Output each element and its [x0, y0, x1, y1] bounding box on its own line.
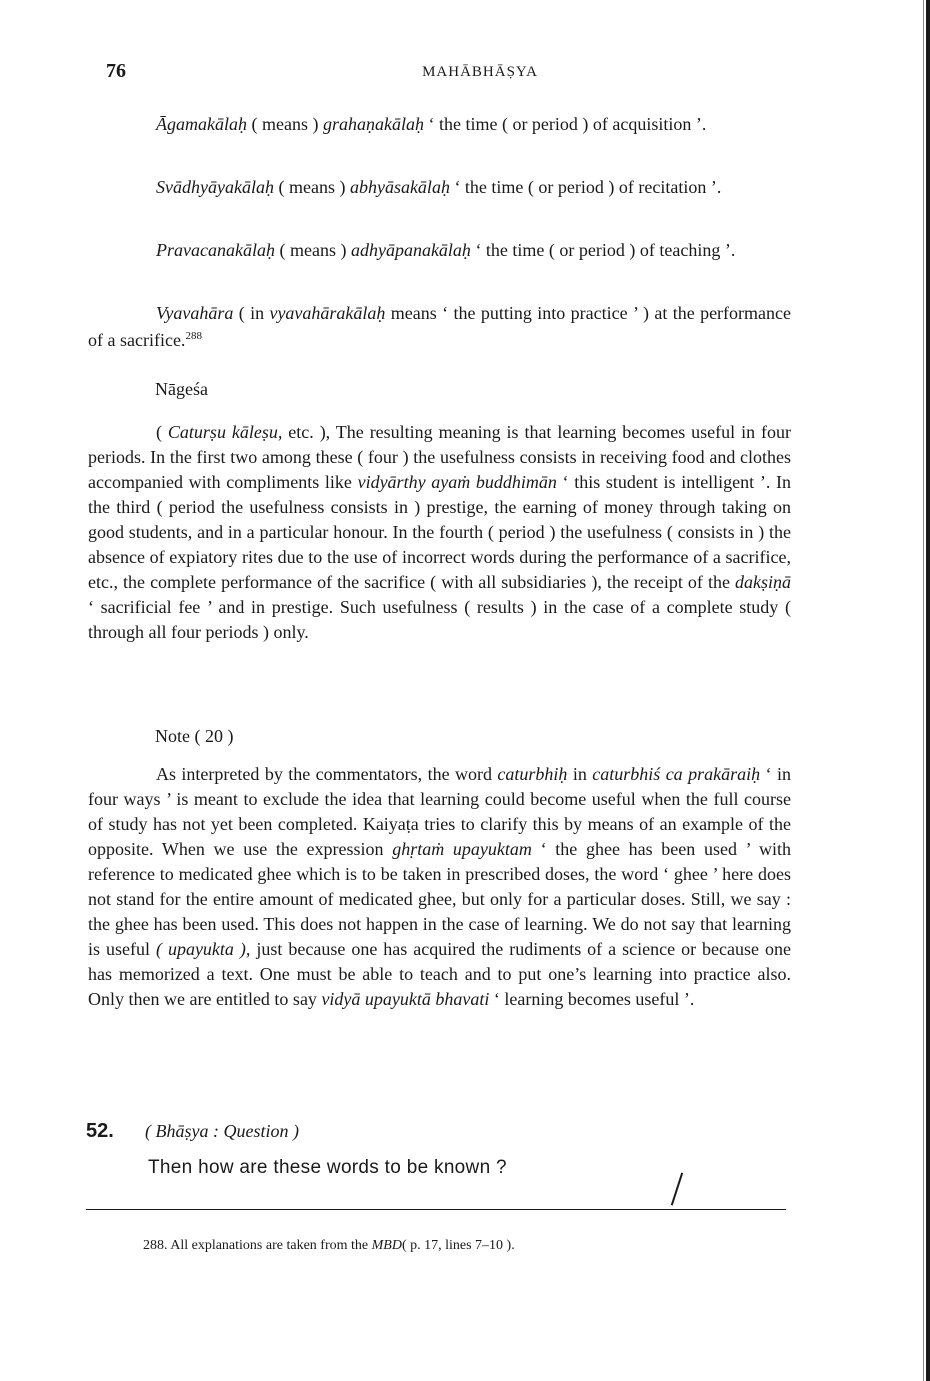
paragraph-agamakala: Āgamakālaḥ ( means ) grahaṇakālaḥ ‘ the time ( or period ) of acquisition ’.	[156, 114, 707, 134]
paragraph-svadhyayakala: Svādhyāyakālaḥ ( means ) abhyāsakālaḥ ‘ the time ( or period ) of recitation ’.	[156, 177, 722, 197]
gloss: adhyāpanakālaḥ	[350, 240, 471, 260]
page-edge-shadow	[926, 0, 930, 1381]
paragraph-vyavahara: Vyavahāra ( in vyavahārakālaḥ means ‘ the putting into practice ’ ) at the performance of a sacrifice.$^{288}$	[88, 303, 792, 350]
section-number: 52.	[86, 1120, 114, 1142]
footnote-rule	[86, 1209, 786, 1210]
term: Svādhyāyakālaḥ	[156, 177, 274, 197]
term: Āgamakālaḥ	[156, 114, 247, 134]
page-edge-line	[923, 0, 924, 1381]
footnote-ref: 288	[185, 330, 202, 342]
paragraph-note: As interpreted by the commentators, the word caturbhiḥ in caturbhiś ca prakāraiḥ ‘ in four ways ’ is meant to exclude the idea that learning could become useful when the full course of study has not yet been completed. Kaiyaṭa tries to clarify this by means of an example of the opposite. When we use the expression ghṛtaṁ upayuktam ‘ the ghee has been used ’ with reference to medicated ghee which is to be taken in prescribed doses, the word ‘ ghee ’ here does not stand for the entire amount of medicated ghee, but only for a particular doses. Still, we say : the ghee has been used. This does not happen in the case of learning. We do not say that learning is useful ( upayukta ), just because one has acquired the rudiments of a science or because one has memorized a text. One must be able to teach and to put one’s learning into practice also. Only then we are entitled to say vidyā upayuktā bhavati ‘ learning becomes useful ’.	[88, 764, 791, 1009]
question-text: Then how are these words to be known ?	[148, 1157, 507, 1178]
term: Vyavahāra	[156, 303, 234, 323]
gloss: grahaṇakālaḥ	[322, 114, 424, 134]
paragraph-nagesa: ( Caturṣu kāleṣu, etc. ), The resulting meaning is that learning becomes useful in four periods. In the first two among these ( four ) the usefulness consists in receiving food and clothes accompanied with compliments like vidyārthy ayaṁ buddhimān ‘ this student is intelligent ’. In the third ( period the usefulness consists in ) prestige, the earning of money through taking on good students, and in a particular honour. In the fourth ( period ) the usefulness ( consists in ) the absence of expiatory rites due to the use of incorrect words during the performance of a sacrifice, etc., the complete performance of the sacrifice ( with all subsidiaries ), the receipt of the dakṣiṇā ‘ sacrificial fee ’ and in prestige. Such usefulness ( results ) in the case of a complete study ( through all four periods ) only.	[88, 422, 791, 642]
heading-note-20: Note ( 20 )	[155, 726, 234, 746]
footnote-288: 288. All explanations are taken from the MBD( p. 17, lines 7–10 ).	[143, 1238, 515, 1253]
gloss: abhyāsakālaḥ	[349, 177, 450, 197]
term: Pravacanakālaḥ	[156, 240, 275, 260]
running-title: MAHĀBHĀṢYA	[422, 64, 538, 80]
section-label: ( Bhāṣya : Question )	[145, 1121, 299, 1141]
pen-mark	[671, 1173, 683, 1206]
paragraph-pravacanakala: Pravacanakālaḥ ( means ) adhyāpanakālaḥ ‘ the time ( or period ) of teaching ’.	[156, 240, 736, 260]
page-number: 76	[106, 60, 126, 82]
heading-nagesa: Nāgeśa	[155, 379, 208, 399]
gloss: vyavahārakālaḥ	[269, 303, 386, 323]
